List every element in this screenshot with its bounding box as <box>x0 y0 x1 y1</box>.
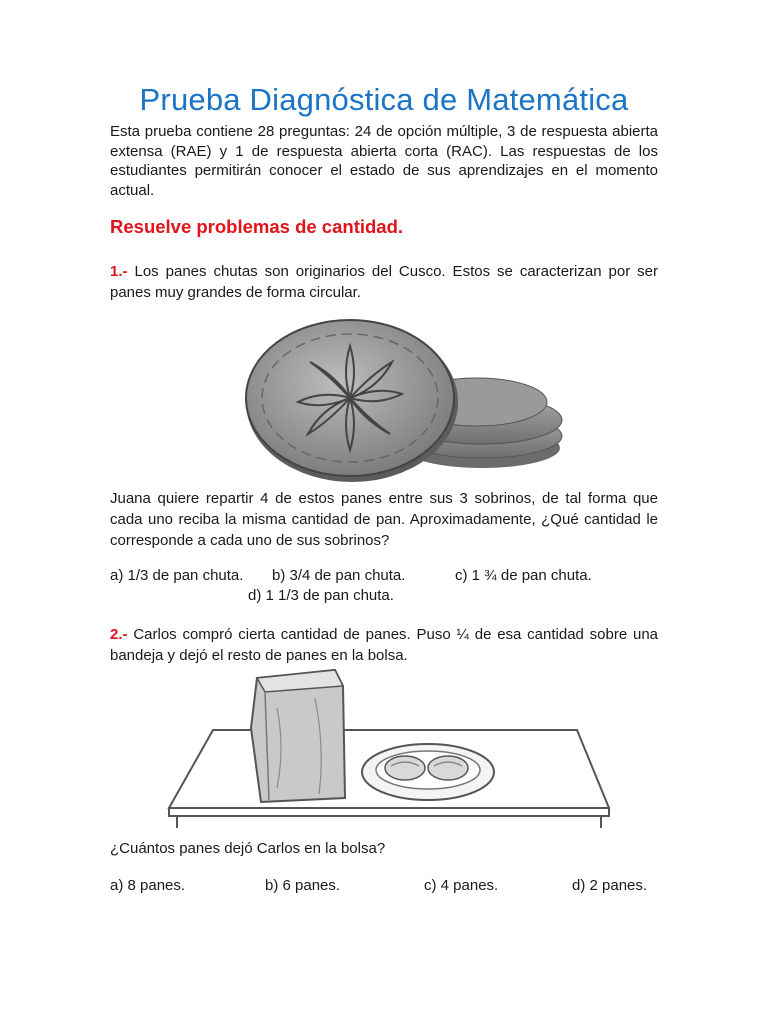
pan-chuta-bread-icon <box>232 312 570 484</box>
question-1-option-a[interactable]: a) 1/3 de pan chuta. <box>110 567 244 584</box>
question-1-option-c[interactable]: c) 1 ¾ de pan chuta. <box>455 567 592 584</box>
question-1-option-d[interactable]: d) 1 1/3 de pan chuta. <box>248 587 394 604</box>
intro-paragraph: Esta prueba contiene 28 preguntas: 24 de opción múltiple, 3 de respuesta abierta extensa (RAE) y 1 de respuesta abierta corta (RAC). Las respuestas de los estudiantes permitirán conocer el estado de sus aprendizajes en el momento actual. <box>110 123 658 199</box>
question-2-statement: Carlos compró cierta cantidad de panes. Puso ¼ de esa cantidad sobre una bandeja y dejó el resto de panes en la bolsa. <box>110 626 659 664</box>
question-2-number: 2.- <box>110 626 128 643</box>
question-2-prompt: ¿Cuántos panes dejó Carlos en la bolsa? <box>110 840 386 857</box>
section-title: Resuelve problemas de cantidad. <box>110 216 404 237</box>
question-2-text <box>110 624 658 666</box>
page-title: Prueba Diagnóstica de Matemática <box>139 82 629 117</box>
bread-bag-and-tray-icon <box>165 668 615 830</box>
question-1-statement: Los panes chutas son originarios del Cusco. Estos se caracterizan por ser panes muy grandes de forma circular. <box>110 263 658 301</box>
question-1-prompt: Juana quiere repartir 4 de estos panes entre sus 3 sobrinos, de tal forma que cada uno reciba la misma cantidad de pan. Aproximadamente, ¿Qué cantidad le corresponde a cada uno de sus sobrinos? <box>110 490 658 549</box>
question-1-text <box>110 261 658 303</box>
question-1-number: 1.- <box>110 263 128 280</box>
question-2-option-d[interactable]: d) 2 panes. <box>572 877 648 894</box>
question-1-option-b[interactable]: b) 3/4 de pan chuta. <box>272 567 406 584</box>
question-2-option-a[interactable]: a) 8 panes. <box>110 877 186 894</box>
question-2-option-c[interactable]: c) 4 panes. <box>424 877 499 894</box>
question-2-option-b[interactable]: b) 6 panes. <box>265 877 341 894</box>
